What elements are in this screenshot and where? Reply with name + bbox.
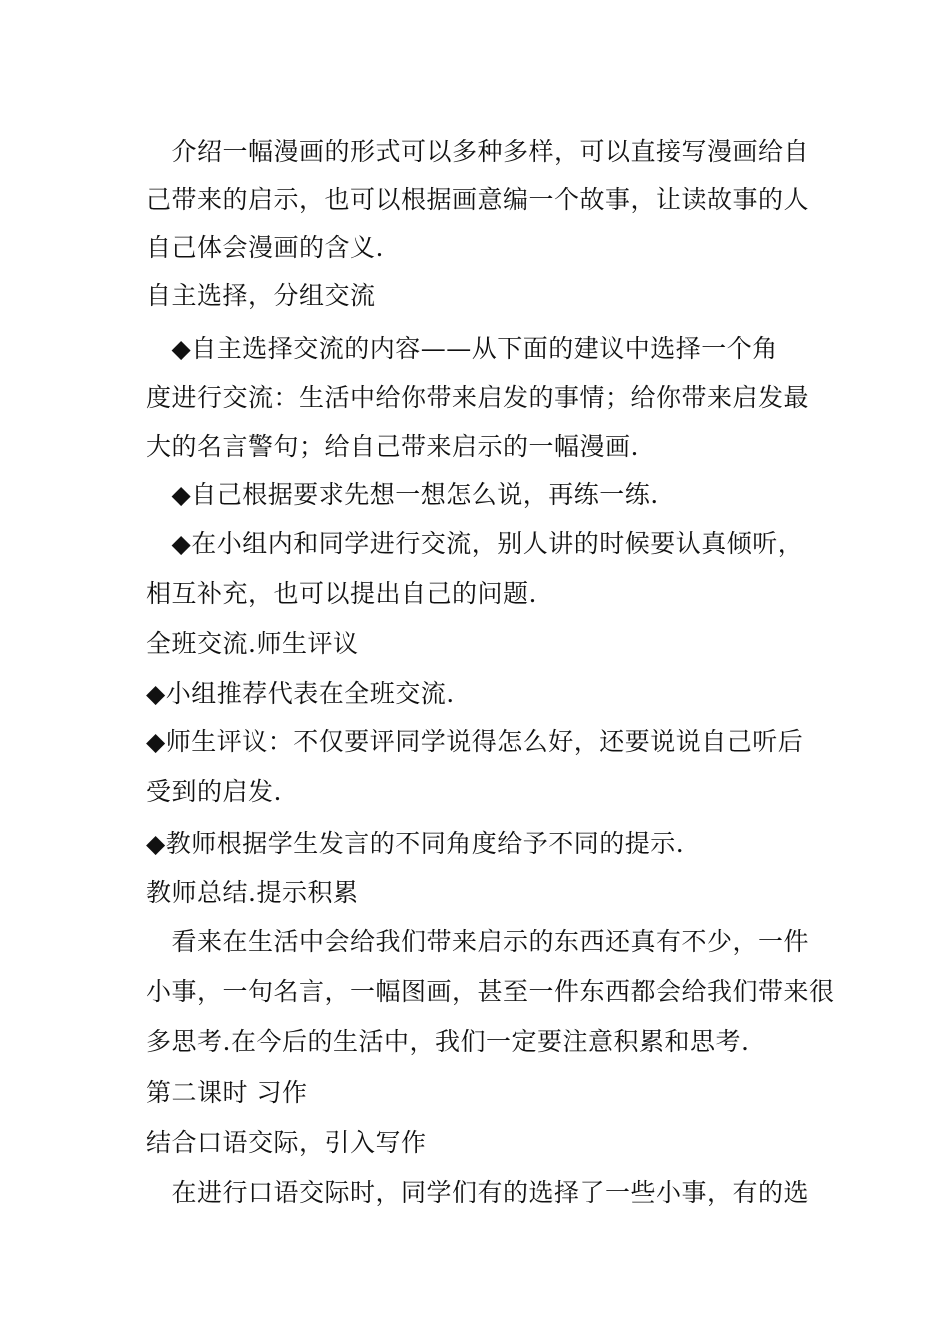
section-heading-second-lesson: 第二课时 习作 (146, 1078, 308, 1107)
paragraph-summary-line-2: 小事，一句名言，一幅图画，甚至一件东西都会给我们带来很 (146, 977, 835, 1006)
paragraph-intro-line-1: 介绍一幅漫画的形式可以多种多样，可以直接写漫画给自 (146, 137, 810, 166)
section-heading-class-discussion: 全班交流.师生评议 (146, 629, 359, 658)
bullet-choose-topic-line-2: 度进行交流：生活中给你带来启发的事情；给你带来启发最 (146, 383, 810, 412)
bullet-choose-topic-line-1: ◆自主选择交流的内容——从下面的建议中选择一个角 (146, 334, 778, 363)
paragraph-intro-line-3: 自己体会漫画的含义. (146, 233, 384, 262)
paragraph-summary-line-3: 多思考.在今后的生活中，我们一定要注意积累和思考. (146, 1027, 750, 1056)
bullet-group-discuss-line-1: ◆在小组内和同学进行交流，别人讲的时候要认真倾听， (146, 529, 804, 558)
bullet-teacher-student-review-line-1: ◆师生评议：不仅要评同学说得怎么好，还要说说自己听后 (146, 727, 804, 756)
bullet-teacher-hints: ◆教师根据学生发言的不同角度给予不同的提示. (146, 829, 685, 858)
paragraph-intro-line-2: 己带来的启示，也可以根据画意编一个故事，让读故事的人 (146, 185, 810, 214)
bullet-think-practice: ◆自己根据要求先想一想怎么说，再练一练. (146, 480, 659, 509)
bullet-group-discuss-line-2: 相互补充，也可以提出自己的问题. (146, 579, 537, 608)
bullet-group-representative: ◆小组推荐代表在全班交流. (146, 679, 455, 708)
section-heading-teacher-summary: 教师总结.提示积累 (146, 878, 359, 907)
section-heading-self-select: 自主选择，分组交流 (146, 281, 376, 310)
bullet-teacher-student-review-line-2: 受到的启发. (146, 777, 282, 806)
section-heading-introduce-writing: 结合口语交际，引入写作 (146, 1128, 427, 1157)
paragraph-writing-intro-line-1: 在进行口语交际时，同学们有的选择了一些小事，有的选 (146, 1178, 810, 1207)
bullet-choose-topic-line-3: 大的名言警句；给自己带来启示的一幅漫画. (146, 432, 639, 461)
paragraph-summary-line-1: 看来在生活中会给我们带来启示的东西还真有不少，一件 (146, 927, 810, 956)
